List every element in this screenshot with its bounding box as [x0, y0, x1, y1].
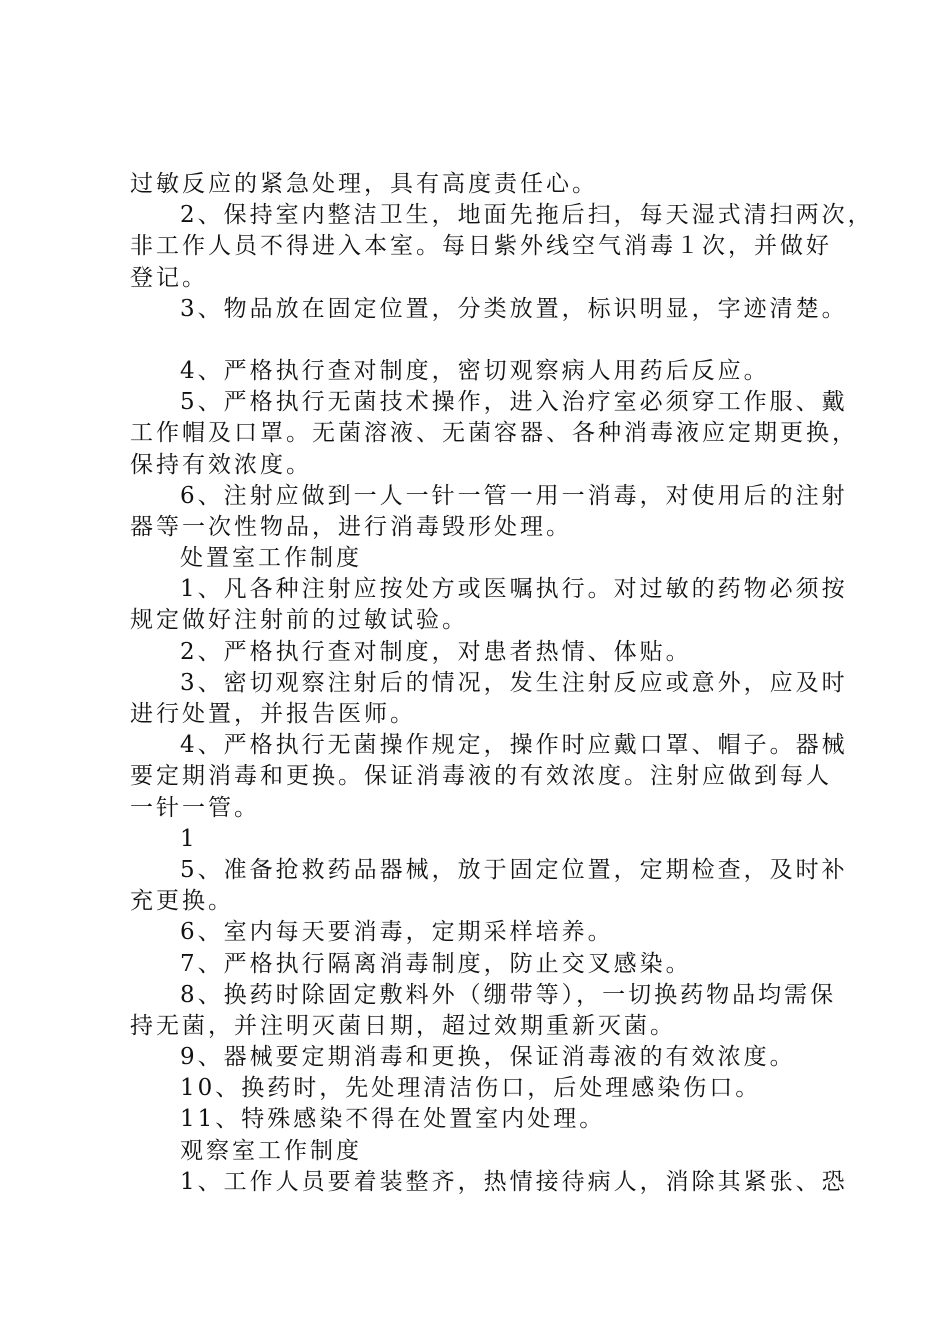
text-line: 工作帽及口罩。无菌溶液、无菌容器、各种消毒液应定期更换， — [130, 420, 858, 447]
text-line: 5、严格执行无菌技术操作，进入治疗室必须穿工作服、戴 — [180, 389, 848, 416]
text-line: 进行处置，并报告医师。 — [130, 701, 416, 727]
section-heading: 观察室工作制度 — [180, 1137, 362, 1164]
text-line: 过敏反应的紧急处理，具有高度责任心。 — [130, 171, 598, 197]
text-line: 6、室内每天要消毒，定期采样培养。 — [180, 919, 614, 946]
text-line: 9、器械要定期消毒和更换，保证消毒液的有效浓度。 — [180, 1044, 796, 1071]
section-heading: 处置室工作制度 — [180, 545, 362, 572]
page-number: 1 — [180, 825, 198, 852]
text-line: 一针一管。 — [130, 794, 260, 821]
text-line: 充更换。 — [130, 888, 234, 915]
text-line: 4、严格执行无菌操作规定，操作时应戴口罩、帽子。器械 — [180, 732, 848, 759]
text-line: 8、换药时除固定敷料外（绷带等），一切换药物品均需保 — [180, 981, 837, 1008]
text-line: 7、严格执行隔离消毒制度，防止交叉感染。 — [180, 950, 692, 977]
text-line: 10、换药时，先处理清洁伤口，后处理感染伤口。 — [180, 1075, 762, 1102]
text-line: 5、准备抢救药品器械，放于固定位置，定期检查，及时补 — [180, 856, 848, 883]
text-line: 4、严格执行查对制度，密切观察病人用药后反应。 — [180, 357, 770, 384]
text-line: 2、严格执行查对制度，对患者热情、体贴。 — [180, 638, 692, 665]
document-body — [0, 169, 950, 1198]
text-line: 规定做好注射前的过敏试验。 — [130, 607, 468, 634]
text-line: 11、特殊感染不得在处置室内处理。 — [180, 1106, 606, 1133]
text-line: 3、密切观察注射后的情况，发生注射反应或意外，应及时 — [180, 669, 848, 696]
text-line: 1、凡各种注射应按处方或医嘱执行。对过敏的药物必须按 — [180, 576, 848, 603]
text-line: 持无菌，并注明灭菌日期，超过效期重新灭菌。 — [130, 1012, 676, 1039]
text-line: 1、工作人员要着装整齐，热情接待病人，消除其紧张、恐 — [180, 1168, 848, 1195]
text-line: 2、保持室内整洁卫生，地面先拖后扫，每天湿式清扫两次， — [180, 202, 874, 229]
text-line: 非工作人员不得进入本室。每日紫外线空气消毒１次，并做好 — [130, 233, 832, 260]
text-line: 6、注射应做到一人一针一管一用一消毒，对使用后的注射 — [180, 482, 848, 509]
text-line: 要定期消毒和更换。保证消毒液的有效浓度。注射应做到每人 — [130, 763, 832, 790]
text-line: 保持有效浓度。 — [130, 451, 312, 478]
text-line: 器等一次性物品，进行消毒毁形处理。 — [130, 513, 572, 540]
text-line: 登记。 — [130, 264, 208, 291]
text-line: 3、物品放在固定位置，分类放置，标识明显，字迹清楚。 — [180, 295, 848, 322]
